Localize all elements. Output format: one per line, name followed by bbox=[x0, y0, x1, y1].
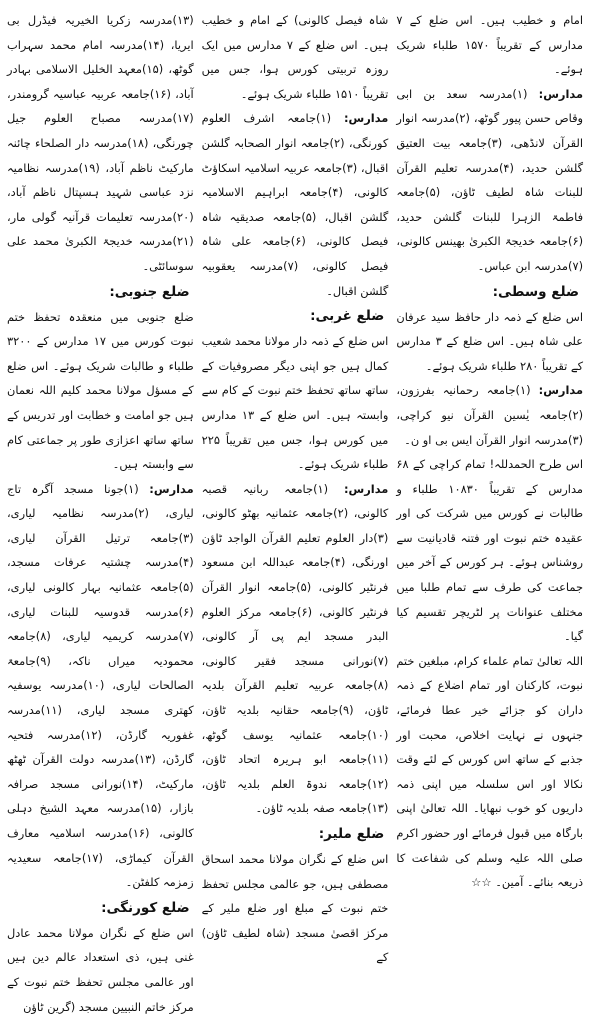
body-paragraph: ضلع جنوبی میں منعقدہ تحفظ ختم نبوت کورس میں ۱۷ مدارس کے ۳۲۰۰ طلباء و طالبات شریک ہوئے۔ اس ضلع کے مسؤل مولانا محمد کلیم اللہ نعمان ہیں جو امامت و خطابت اور تدریس کے ساتھ ساتھ اعزازی طور پر جماعتی کام سے وابستہ ہیں۔ bbox=[7, 309, 194, 472]
madaris-list-text: (۱)جامعہ اشرف العلوم کورنگی، (۲)جامعہ انوار الصحابہ گلشن اقبال، (۳)جامعہ عربیہ اسلامیہ اسکاؤٹ کالونی، (۴)جامعہ ابراہیم الاسلامیہ گلشن اقبال، (۵)جامعہ صدیقیہ شاہ فیصل کالونی، (۶)جامعہ علی شاہ فیصل کالونی، (۷)مدرسہ یعقوبیہ گلشن اقبال۔ bbox=[201, 111, 389, 298]
column-left bbox=[396, 8, 583, 914]
body-paragraph: اس ضلع کے ذمہ دار حافظ سید عرفان علی شاہ ہیں۔ اس ضلع کے ۳ مدارس کے تقریباً ۲۸۰ طلباء شریک ہوئے۔ bbox=[396, 309, 584, 373]
madaris-list-paragraph bbox=[7, 477, 194, 895]
body-paragraph: (۱۳)مدرسہ زکریا الخیریہ فیڈرل بی ایریا، (۱۴)مدرسہ امام محمد سہراب گوٹھ، (۱۵)معہد الخلیل الاسلامی بہادر آباد، (۱۶)جامعہ عربیہ عباسیہ گرومندر، (۱۷)مدرسہ مصباح العلوم جیل چورنگی، (۱۸)مدرسہ دار الصلحاء چائنہ مارکیٹ ناظم آباد، (۱۹)مدرسہ نظامیہ نزد عباسی شہید ہسپتال ناظم آباد، (۲۰)مدرسہ تعلیمات قرآنیہ گولی مار، (۲۱)مدرسہ خدیجۃ الکبریٰ محمد علی سوسائٹی۔ bbox=[7, 13, 194, 273]
madaris-label: مدارس: bbox=[538, 86, 584, 101]
madaris-label: مدارس: bbox=[149, 481, 194, 496]
body-paragraph: اس ضلع کے نگران مولانا محمد اسحاق مصطفی ہیں، جو عالمی مجلس تحفظ ختم نبوت کے مبلغ اور ضلع ملیر کے مرکز اقصیٰ مسجد (شاہ لطیف ٹاؤن) کے bbox=[201, 852, 389, 965]
body-paragraph: اس طرح الحمدللہ! تمام کراچی کے ۶۸ مدارس کے تقریباً ۱۰۸۳۰ طلباء و طالبات نے کورس میں شرکت کی اور عقیدہ ختم نبوت اور فتنہ قادیانیت سے روشناس ہوئے۔ ہر کورس کے آخر میں جماعت کی طرف سے تمام طلبا میں مختلف عنوانات پر لٹریچر تقسیم کیا گیا۔ bbox=[396, 457, 584, 644]
madaris-label: مدارس: bbox=[343, 481, 389, 496]
madaris-list-paragraph bbox=[396, 378, 583, 452]
body-paragraph: اللہ تعالیٰ تمام علماء کرام، مبلغین ختم نبوت، کارکنان اور تمام اضلاع کے ذمہ داران کو جزائے خیر عطا فرمائے، جنہوں نے نہایت اخلاص، محبت اور جذبے کے ساتھ اس کورس کے لئے وقت نکالا اور اس سلسلہ میں اپنی ذمہ داریوں کو خوب نبھایا۔ اللہ تعالیٰ اپنی بارگاہ میں قبول فرمائے اور حضور اکرم صلی اللہ علیہ وسلم کی شفاعت کا ذریعہ بنائے۔ آمین۔ ☆☆ bbox=[396, 653, 584, 890]
body-paragraph: اس ضلع کے ذمہ دار مولانا محمد شعیب کمال ہیں جو اپنی دیگر مصروفیات کے ساتھ ساتھ تحفظ ختم نبوت کے کام سے وابستہ ہیں۔ اس ضلع کے ۱۳ مدارس میں کورس ہوا، جس میں تقریباً ۲۲۵ طلباء شریک ہوئے۔ bbox=[201, 334, 389, 472]
body-paragraph: شاہ فیصل کالونی) کے امام و خطیب ہیں۔ اس ضلع کے ۷ مدارس میں ایک روزہ تربیتی کورس ہوا، جس میں تقریباً ۱۵۱۰ طلباء شریک ہوئے۔ bbox=[201, 13, 389, 101]
madaris-list-paragraph bbox=[396, 82, 583, 279]
madaris-list-text: (۱)مدرسہ سعد بن ابی وقاص حسن پیور گوٹھ، (۲)مدرسہ انوار القرآن لانڈھی، (۳)جامعہ بیت العتیق گلشن حدید، (۴)مدرسہ تعلیم القرآن للبنات شاہ لطیف ٹاؤن، (۵)جامعہ فاطمۃ الزہرا للبنات گلشن حدید، (۶)جامعہ خدیجۃ الکبریٰ بھینس کالونی، (۷)مدرسہ ابن عباس۔ bbox=[396, 86, 584, 273]
section-heading: ضلع غربی: bbox=[310, 308, 385, 325]
section-heading: ضلع کورنگی: bbox=[101, 899, 190, 916]
section-heading: ضلع وسطی: bbox=[492, 283, 580, 300]
section-heading: ضلع جنوبی: bbox=[109, 283, 190, 300]
section-heading: ضلع ملیر: bbox=[318, 826, 385, 842]
body-paragraph: امام و خطیب ہیں۔ اس ضلع کے ۷ مدارس کے تقریباً ۱۵۷۰ طلباء شریک ہوئے۔ bbox=[396, 13, 584, 77]
madaris-label: مدارس: bbox=[538, 383, 584, 398]
madaris-list-paragraph bbox=[202, 477, 389, 821]
madaris-list-text: (۱)جونا مسجد آگرہ تاج لیاری، (۲)مدرسہ نظامیہ لیاری، (۳)جامعہ ترتیل القرآن لیاری، (۴)مدرسہ چشتیہ عرفات مسجد، (۵)جامعہ عثمانیہ بہار کالونی لیاری، (۶)مدرسہ قدوسیہ للبنات لیاری، (۷)مدرسہ کریمیہ لیاری، (۸)جامعہ محمودیہ میراں ناکہ، (۹)جامعۃ الصالحات لیاری، (۱۰)مدرسہ یوسفیہ کھتری مسجد لیاری، (۱۱)مدرسہ غفوریہ گارڈن، (۱۲)مدرسہ فتحیہ گارڈن، (۱۳)مدرسہ دولت القرآن ٹھٹھ مارکیٹ، (۱۴)نورانی مسجد صرافہ بازار، (۱۵)مدرسہ معہد الشیخ دہلی کالونی، (۱۶)مدرسہ اسلامیہ معارف القرآن کیماڑی، (۱۷)جامعہ سعیدیہ زمزمہ کلفٹن۔ bbox=[7, 481, 194, 890]
madaris-list-paragraph bbox=[202, 106, 389, 303]
madaris-list-text: (۱)جامعہ ربانیہ قصبہ کالونی، (۲)جامعہ عثمانیہ بھٹو کالونی، (۳)دار العلوم تعلیم القرآن الواجد ٹاؤن اورنگی، (۴)جامعہ عبداللہ ابن مسعود فرنٹیر کالونی، (۵)جامعہ انوار القرآن فرنٹیر کالونی، (۶)جامعہ مرکز العلوم البدر مسجد ایم پی آر کالونی، (۷)نورانی مسجد فقیر کالونی، (۸)جامعہ عربیہ تعلیم القرآن بلدیہ ٹاؤن، (۹)جامعہ حقانیہ بلدیہ ٹاؤن، (۱۰)جامعہ عثمانیہ یوسف گوٹھ، (۱۱)جامعہ ابو ہریرہ اتحاد ٹاؤن، (۱۲)جامعہ ندوۃ العلم بلدیہ ٹاؤن، (۱۳)جامعہ صفہ بلدیہ ٹاؤن۔ bbox=[201, 481, 389, 816]
madaris-label: مدارس: bbox=[343, 111, 389, 126]
madaris-list-text: (۱)جامعہ رحمانیہ بفرزون، (۲)جامعہ یٰسین القرآن نیو کراچی، (۳)مدرسہ انوار القرآن ایس بی او ن۔ bbox=[396, 383, 584, 447]
body-paragraph: اس ضلع کے نگران مولانا محمد عادل غنی ہیں، ذی استعداد عالم دین ہیں اور عالمی مجلس تحفظ ختم نبوت کے مرکز خاتم النبیین مسجد (گرین ٹاؤن bbox=[7, 925, 194, 1014]
column-middle bbox=[201, 8, 389, 965]
column-right bbox=[7, 8, 194, 1014]
